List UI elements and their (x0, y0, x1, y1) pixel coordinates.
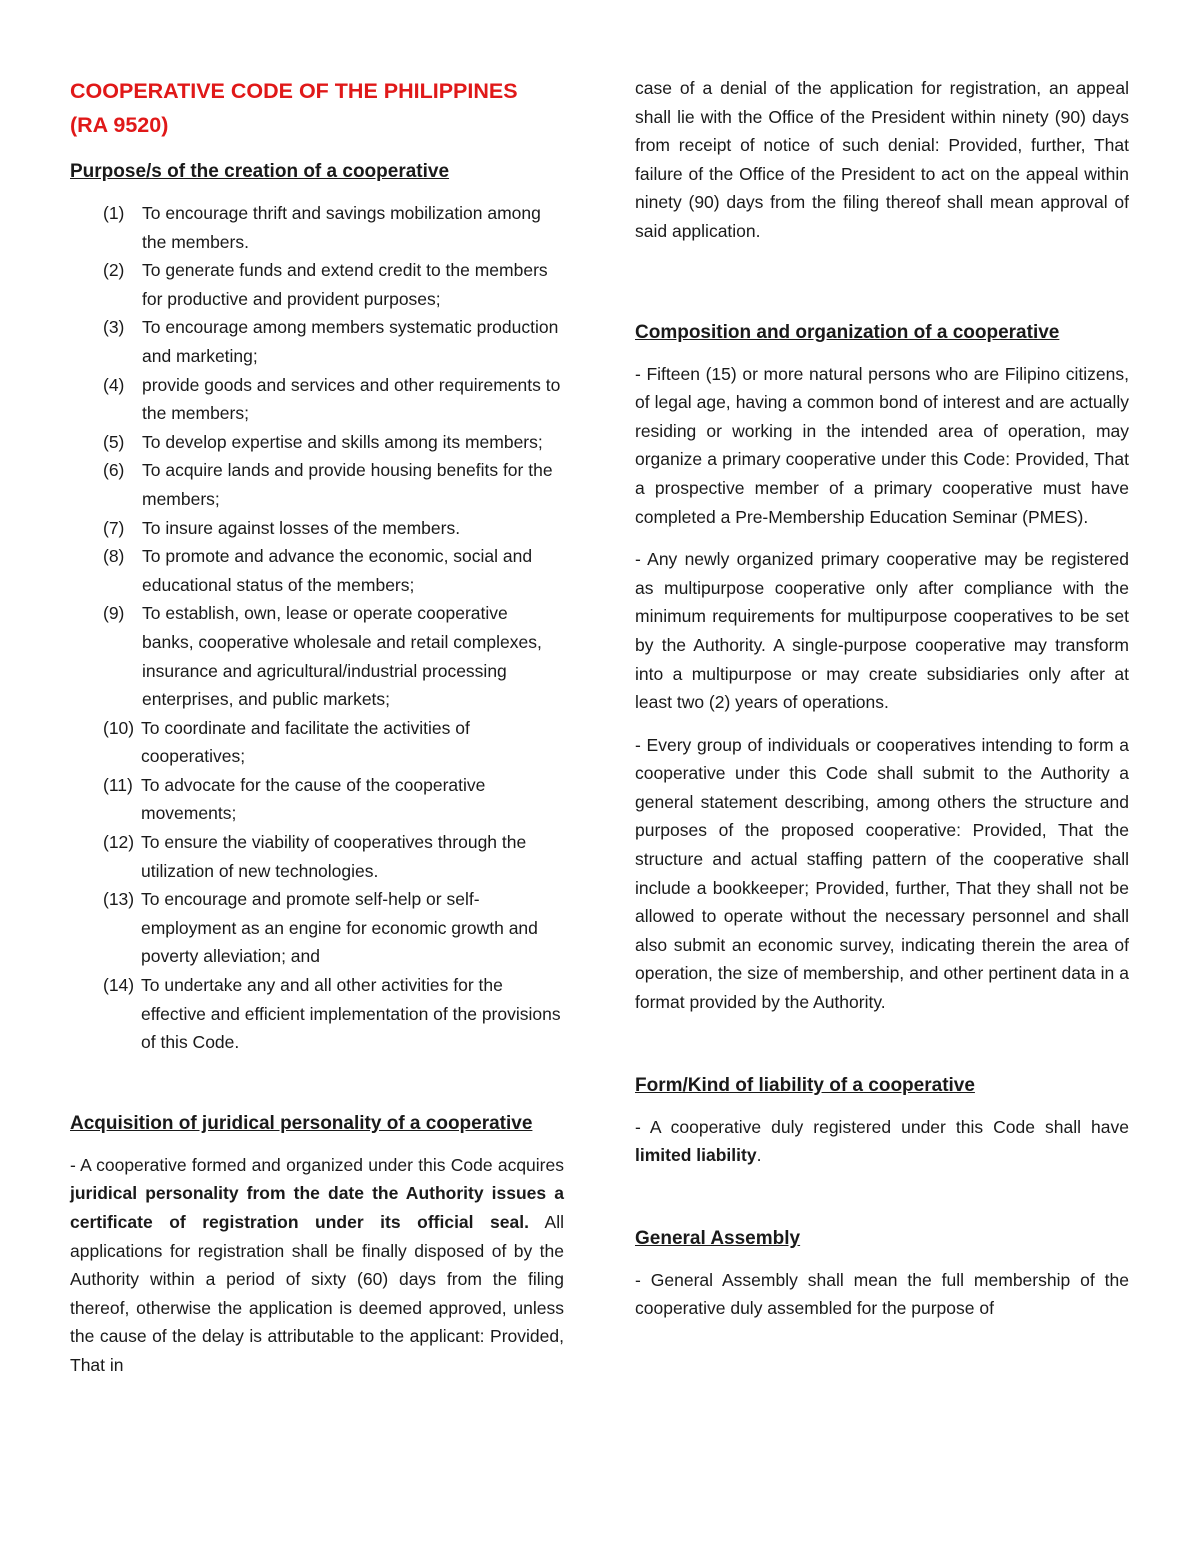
composition-paragraph-1: - Fifteen (15) or more natural persons who are Filipino citizens, of legal age, having a common bond of interest and are actually residing or working in the intended area of operation, may organize a primary cooperative under this Code: Provided, That a prospective member of a primary cooperative must have completed a Pre-Membership Education Seminar (PMES). (635, 363, 1129, 527)
right-column (635, 74, 1129, 1323)
purpose-item (70, 885, 564, 971)
purpose-text: To develop expertise and skills among its members; (142, 431, 543, 452)
purpose-item (70, 542, 564, 599)
left-column (70, 74, 564, 1380)
purpose-item (70, 313, 564, 370)
composition-paragraph-2: - Any newly organized primary cooperative may be registered as multipurpose cooperative only after compliance with the minimum requirements for multipurpose cooperatives to be set by the Authority. A single-purpose cooperative may transform into a multipurpose or may create subsidiaries only after at least two (2) years of operations. (635, 549, 1129, 713)
liability-bold: limited liability (635, 1145, 757, 1166)
purpose-number: (8) (103, 546, 125, 567)
assembly-paragraph-1: - General Assembly shall mean the full membership of the cooperative duly assembled for the purpose of (635, 1269, 1129, 1319)
purpose-text: To encourage and promote self-help or self-employment as an engine for economic growth and poverty alleviation; and (141, 889, 538, 967)
purpose-text: To coordinate and facilitate the activities of cooperatives; (141, 717, 470, 767)
purpose-text: To acquire lands and provide housing benefits for the members; (142, 460, 553, 509)
purpose-item (70, 428, 564, 457)
purpose-text: To encourage thrift and savings mobilization among the members. (142, 203, 541, 252)
purpose-item (70, 514, 564, 543)
purpose-text: To insure against losses of the members. (142, 517, 461, 538)
liability-paragraph (635, 1113, 1129, 1170)
purpose-item (70, 371, 564, 428)
purpose-number: (10) (103, 717, 135, 738)
purposes-list (70, 199, 564, 1057)
purpose-item (70, 828, 564, 885)
purpose-number: (13) (103, 889, 135, 910)
acquisition-rest: All applications for registration shall be finally disposed of by the Authority within a period of sixty (60) days from the filing thereof, otherwise the application is deemed approved, unless the cause of the delay is attributable to the applicant: Provided, That in (70, 1212, 564, 1375)
purpose-number: (14) (103, 975, 135, 996)
purpose-number: (1) (103, 203, 125, 223)
purpose-number: (3) (103, 317, 125, 338)
acquisition-paragraph (70, 1151, 564, 1380)
title-line-2: (RA 9520) (70, 113, 169, 137)
purpose-item (70, 199, 564, 256)
purpose-text: To generate funds and extend credit to the members for productive and provident purposes; (142, 260, 548, 309)
purpose-item (70, 714, 564, 771)
purpose-number: (5) (103, 431, 125, 452)
liability-heading: Form/Kind of liability of a cooperative (635, 1074, 975, 1096)
purpose-text: provide goods and services and other requirements to the members; (142, 374, 561, 424)
purpose-item (70, 971, 564, 1057)
document-title (70, 74, 564, 142)
acquisition-heading: Acquisition of juridical personality of a cooperative (70, 1112, 533, 1134)
acquisition-continued: case of a denial of the application for registration, an appeal shall lie with the Office of the President within ninety (90) days from receipt of notice of such denial: Provided, further, That failure of the Office of the President to act on the appeal within ninety (90) days from the filing thereof shall mean approval of said application. (635, 78, 1129, 241)
assembly-heading: General Assembly (635, 1227, 801, 1249)
purpose-text: To establish, own, lease or operate cooperative banks, cooperative wholesale and retail complexes, insurance and agricultural/industrial processing enterprises, and public markets; (142, 603, 542, 710)
purpose-number: (7) (103, 517, 125, 538)
purpose-text: To advocate for the cause of the cooperative movements; (141, 774, 486, 824)
purpose-item (70, 599, 564, 713)
title-line-1: COOPERATIVE CODE OF THE PHILIPPINES (70, 79, 518, 103)
purpose-number: (2) (103, 260, 125, 281)
purpose-text: To ensure the viability of cooperatives through the utilization of new technologies. (141, 832, 527, 881)
purpose-item (70, 456, 564, 513)
purpose-text: To undertake any and all other activities for the effective and efficient implementation of the provisions of this Code. (141, 975, 561, 1053)
purpose-number: (4) (103, 374, 125, 395)
purpose-number: (9) (103, 603, 125, 624)
purpose-item (70, 771, 564, 828)
composition-paragraph-3: - Every group of individuals or cooperatives intending to form a cooperative under this Code shall submit to the Authority a general statement describing, among others the structure and purposes of the proposed cooperative: Provided, That the structure and actual staffing pattern of the cooperative shall include a bookkeeper; Provided, further, That they shall not be allowed to operate without the necessary personnel and shall also submit an economic survey, indicating therein the area of operation, the size of membership, and other pertinent data in a format provided by the Authority. (635, 734, 1129, 1013)
purpose-text: To encourage among members systematic production and marketing; (142, 317, 559, 366)
purpose-number: (6) (103, 460, 125, 481)
purpose-number: (12) (103, 832, 135, 853)
purpose-item (70, 256, 564, 313)
purpose-number: (11) (103, 774, 133, 795)
acquisition-bold: juridical personality from the date the Authority issues a certificate of registration under its official seal. (70, 1183, 564, 1232)
purpose-text: To promote and advance the economic, social and educational status of the members; (142, 546, 533, 595)
liability-intro: - A cooperative duly registered under this Code shall have (635, 1116, 1129, 1137)
composition-heading: Composition and organization of a cooperative (635, 321, 1060, 343)
purposes-heading: Purpose/s of the creation of a cooperative (70, 161, 450, 182)
acquisition-intro: - A cooperative formed and organized under this Code acquires (70, 1154, 564, 1175)
liability-end: . (756, 1145, 762, 1166)
